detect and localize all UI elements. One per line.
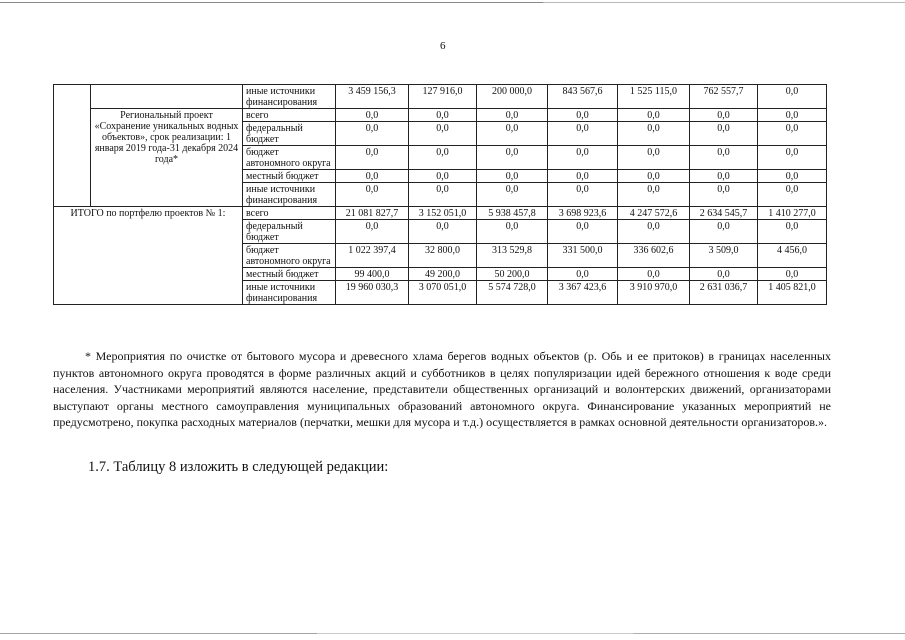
- table-cell: 0,0: [548, 183, 618, 207]
- table-cell-source: иные источники финансирования: [243, 85, 336, 109]
- financing-table: [53, 84, 827, 305]
- table-cell: 4 247 572,6: [618, 207, 690, 220]
- table-cell: 2 631 036,7: [690, 281, 758, 305]
- table-cell: 843 567,6: [548, 85, 618, 109]
- table-cell: 0,0: [336, 146, 409, 170]
- footnote-paragraph: [53, 348, 831, 431]
- table-cell: 0,0: [758, 122, 827, 146]
- table-cell: 0,0: [690, 146, 758, 170]
- table-cell-label: Региональный проект «Сохранение уникальных водных объектов», срок реализации: 1 января 2019 года-31 декабря 2024 года*: [91, 109, 243, 207]
- table-cell: 0,0: [477, 183, 548, 207]
- table-cell: 3 910 970,0: [618, 281, 690, 305]
- table-cell: 0,0: [758, 109, 827, 122]
- table-cell: 0,0: [409, 109, 477, 122]
- table-cell: 0,0: [758, 183, 827, 207]
- table-cell: 1 525 115,0: [618, 85, 690, 109]
- table-cell: 0,0: [690, 122, 758, 146]
- table-cell: 0,0: [336, 220, 409, 244]
- table-row: [54, 207, 827, 220]
- table-cell-source: всего: [243, 109, 336, 122]
- table-cell: 336 602,6: [618, 244, 690, 268]
- table-cell-stub: [54, 85, 91, 207]
- table-cell: 0,0: [690, 170, 758, 183]
- table-cell: 0,0: [690, 268, 758, 281]
- table-cell-source: иные источники финансирования: [243, 183, 336, 207]
- table-cell: 0,0: [758, 268, 827, 281]
- table-cell-total-label: ИТОГО по портфелю проектов № 1:: [54, 207, 243, 305]
- table-cell-source: федеральный бюджет: [243, 122, 336, 146]
- table-cell: 127 916,0: [409, 85, 477, 109]
- page-number: 6: [440, 40, 446, 52]
- table-cell: 0,0: [409, 146, 477, 170]
- table-cell: 0,0: [548, 170, 618, 183]
- table-cell: 0,0: [548, 220, 618, 244]
- table-cell: 0,0: [477, 122, 548, 146]
- table-cell-source: бюджет автономного округа: [243, 146, 336, 170]
- table-cell: 5 938 457,8: [477, 207, 548, 220]
- table-cell: 3 367 423,6: [548, 281, 618, 305]
- table-cell: 0,0: [548, 146, 618, 170]
- table-cell: 0,0: [618, 183, 690, 207]
- table-cell: 200 000,0: [477, 85, 548, 109]
- table-cell: 0,0: [618, 146, 690, 170]
- table-cell: 3 459 156,3: [336, 85, 409, 109]
- table-cell: 3 698 923,6: [548, 207, 618, 220]
- table-cell-label: [91, 85, 243, 109]
- table-cell: 0,0: [618, 268, 690, 281]
- table-cell: 99 400,0: [336, 268, 409, 281]
- table-cell: 0,0: [409, 170, 477, 183]
- table-cell: 0,0: [409, 122, 477, 146]
- table-cell-source: местный бюджет: [243, 170, 336, 183]
- scan-bottom-edge: [0, 633, 905, 634]
- table-cell: 5 574 728,0: [477, 281, 548, 305]
- table-cell-source: всего: [243, 207, 336, 220]
- table-cell: 0,0: [618, 220, 690, 244]
- table-cell: 49 200,0: [409, 268, 477, 281]
- table-cell-source: федеральный бюджет: [243, 220, 336, 244]
- table-cell: 0,0: [336, 109, 409, 122]
- table-cell: 2 634 545,7: [690, 207, 758, 220]
- table-cell: 0,0: [690, 183, 758, 207]
- table-cell: 0,0: [409, 183, 477, 207]
- table-cell: 0,0: [758, 85, 827, 109]
- table-cell: 0,0: [477, 170, 548, 183]
- table-row: [54, 109, 827, 122]
- scan-top-edge: [0, 2, 905, 3]
- table-cell: 0,0: [758, 146, 827, 170]
- table-cell: 0,0: [336, 170, 409, 183]
- table-cell: 3 152 051,0: [409, 207, 477, 220]
- table-cell: 0,0: [690, 220, 758, 244]
- table-cell: 0,0: [758, 170, 827, 183]
- table-cell: 1 405 821,0: [758, 281, 827, 305]
- table-cell: 0,0: [409, 220, 477, 244]
- footnote-text: * Мероприятия по очистке от бытового мусора и древесного хлама берегов водных объектов (р. Обь и ее притоков) в границах населенных пунктов автономного округа проводятся в форме различных акций и субботников в целях популяризации идей бережного отношения к воде среди населения. Участниками мероприятий являются население, представители общественных организаций и волонтерских движений, организаторами выступают органы местного самоуправления муниципальных образований автономного округа. Финансирование указанных мероприятий не предусмотрено, покупка расходных материалов (перчатки, мешки для мусора и т.д.) осуществляется в рамках основной деятельности организаторов.».: [53, 349, 831, 429]
- table-cell-source: бюджет автономного округа: [243, 244, 336, 268]
- table-cell: 0,0: [618, 170, 690, 183]
- table-cell: 32 800,0: [409, 244, 477, 268]
- table-cell: 0,0: [477, 220, 548, 244]
- section-heading: 1.7. Таблицу 8 изложить в следующей редакции:: [88, 459, 389, 475]
- table-cell: 0,0: [477, 109, 548, 122]
- table-cell: 1 410 277,0: [758, 207, 827, 220]
- table-cell-source: иные источники финансирования: [243, 281, 336, 305]
- table-cell: 0,0: [336, 183, 409, 207]
- table-cell: 762 557,7: [690, 85, 758, 109]
- table-cell: 0,0: [758, 220, 827, 244]
- table-cell: 21 081 827,7: [336, 207, 409, 220]
- table-cell: 0,0: [548, 109, 618, 122]
- table-cell-source: местный бюджет: [243, 268, 336, 281]
- table-cell: 3 070 051,0: [409, 281, 477, 305]
- table-cell: 3 509,0: [690, 244, 758, 268]
- table-cell: 0,0: [618, 109, 690, 122]
- table-cell: 19 960 030,3: [336, 281, 409, 305]
- table-cell: 0,0: [548, 122, 618, 146]
- table-cell: 313 529,8: [477, 244, 548, 268]
- table-cell: 4 456,0: [758, 244, 827, 268]
- table-cell: 1 022 397,4: [336, 244, 409, 268]
- table-cell: 0,0: [618, 122, 690, 146]
- table-cell: 50 200,0: [477, 268, 548, 281]
- table-cell: 0,0: [477, 146, 548, 170]
- table-row: [54, 85, 827, 109]
- table-cell: 0,0: [690, 109, 758, 122]
- table-cell: 331 500,0: [548, 244, 618, 268]
- table-cell: 0,0: [548, 268, 618, 281]
- table-cell: 0,0: [336, 122, 409, 146]
